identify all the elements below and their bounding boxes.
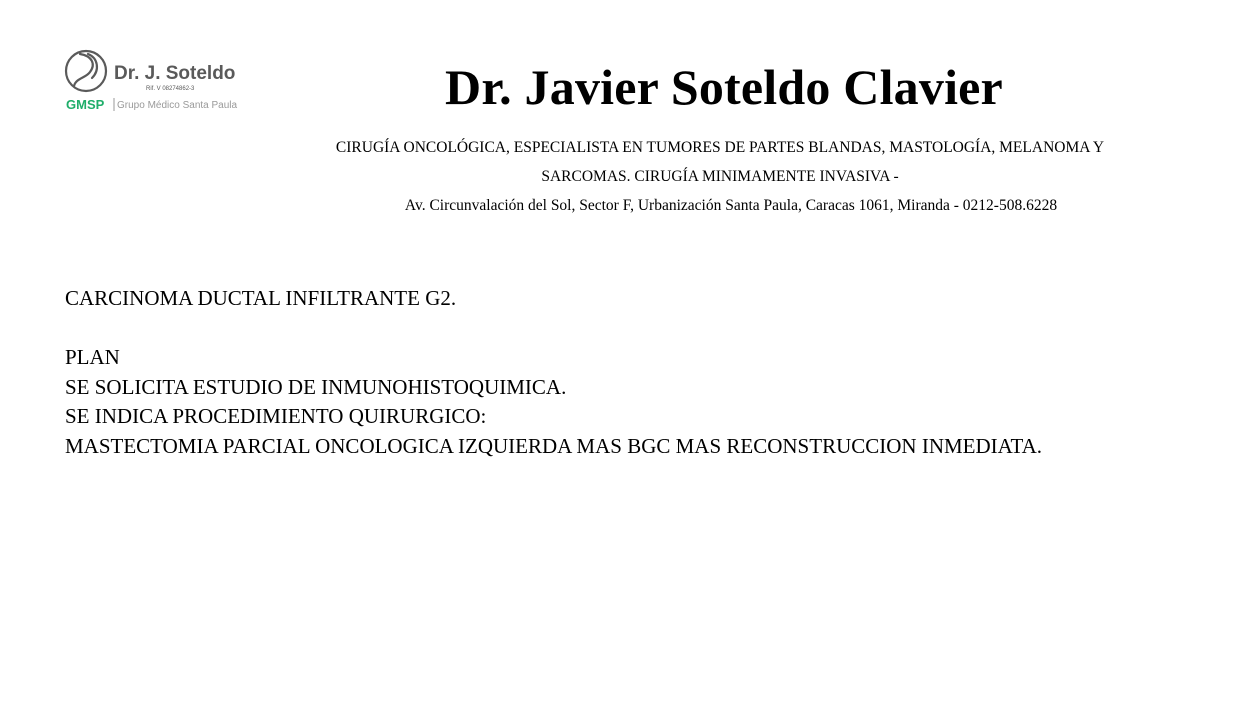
- specialty-line-2: SARCOMAS. CIRUGÍA MINIMAMENTE INVASIVA -: [541, 168, 899, 185]
- doctor-name: Dr. Javier Soteldo Clavier: [445, 59, 1003, 115]
- clinic-logo: [62, 46, 262, 116]
- stomach-logo-icon: [66, 51, 106, 91]
- plan-item: MASTECTOMIA PARCIAL ONCOLOGICA IZQUIERDA MAS BGC MAS RECONSTRUCCION INMEDIATA.: [65, 433, 1043, 458]
- logo-group-abbr: GMSP: [66, 97, 105, 112]
- letterhead: [300, 56, 1140, 220]
- report-body: [65, 284, 1205, 461]
- logo-registry: Rif. V 08274862-3: [146, 86, 195, 92]
- diagnosis: CARCINOMA DUCTAL INFILTRANTE G2.: [65, 286, 457, 310]
- specialty-line-1: CIRUGÍA ONCOLÓGICA, ESPECIALISTA EN TUMORES DE PARTES BLANDAS, MASTOLOGÍA, MELANOMA Y: [335, 139, 1105, 156]
- logo-group-name: Grupo Médico Santa Paula: [117, 100, 238, 111]
- logo-name: Dr. J. Soteldo: [114, 63, 236, 84]
- clinic-address: Av. Circunvalación del Sol, Sector F, Urbanización Santa Paula, Caracas 1061, Miranda - 0212-508.6228: [404, 197, 1058, 214]
- plan-item: SE INDICA PROCEDIMIENTO QUIRURGICO:: [65, 404, 487, 428]
- plan-title: PLAN: [65, 345, 120, 369]
- plan-item: SE SOLICITA ESTUDIO DE INMUNOHISTOQUIMICA.: [65, 374, 567, 399]
- spacer: [65, 314, 1205, 344]
